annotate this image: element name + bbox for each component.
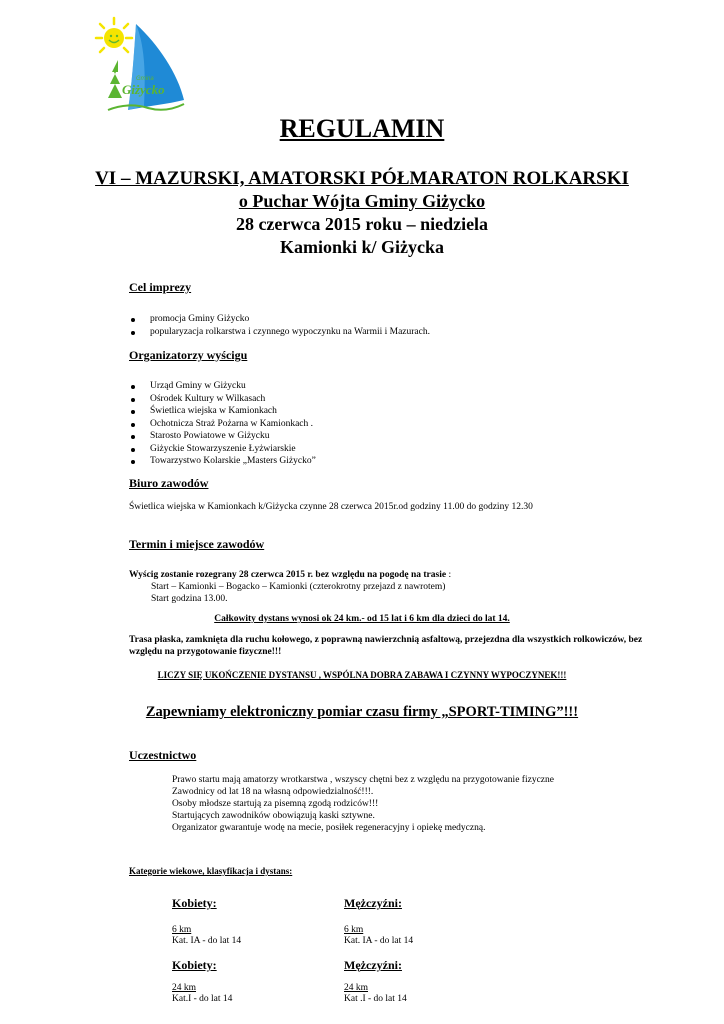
uczestnictwo-line: Prawo startu mają amatorzy wrotkarstwa , wszyscy chętni bez z względu na przygotowanie fizyczne <box>172 775 554 785</box>
termin-line1-tail: : <box>446 570 452 580</box>
timing-banner: Zapewniamy elektroniczny pomiar czasu firmy „SPORT-TIMING”!!! <box>145 704 579 720</box>
kobiety-category: Kat.I - do lat 14 <box>172 994 233 1004</box>
list-item: Urząd Gminy w Giżycku <box>129 380 316 393</box>
list-item: promocja Gminy Giżycko <box>129 313 430 326</box>
section-heading-uczestnictwo: Uczestnictwo <box>129 748 197 762</box>
event-location: Kamionki k/ Giżycka <box>279 237 445 257</box>
kobiety-category: Kat. IA - do lat 14 <box>172 936 242 946</box>
mezczyzni-heading: Mężczyźni: <box>344 896 402 910</box>
kobiety-heading: Kobiety: <box>172 896 217 910</box>
kobiety-heading: Kobiety: <box>172 958 217 972</box>
list-item: Towarzystwo Kolarskie „Masters Giżycko” <box>129 455 316 468</box>
list-item: Świetlica wiejska w Kamionkach <box>129 405 316 418</box>
uczestnictwo-line: Startujących zawodników obowiązują kaski sztywne. <box>172 811 375 821</box>
cel-list <box>129 313 430 338</box>
kobiety-distance: 24 km <box>172 983 197 993</box>
organizatorzy-list <box>129 380 316 468</box>
kategorie-heading: Kategorie wiekowe, klasyfikacja i dystans: <box>129 866 293 876</box>
list-item: Starosto Powiatowe w Giżycku <box>129 430 316 443</box>
logo-text-top: Gmina <box>136 76 154 82</box>
list-item: popularyzacja rolkarstwa i czynnego wypoczynku na Warmii i Mazurach. <box>129 326 430 339</box>
uczestnictwo-line: Osoby młodsze startują za pisemną zgodą rodziców!!! <box>172 799 379 809</box>
termin-line3: Start godzina 13.00. <box>151 594 228 604</box>
mezczyzni-heading: Mężczyźni: <box>344 958 402 972</box>
termin-line1-bold: Wyścig zostanie rozegrany 28 czerwca 2015 r. bez względu na pogodę na trasie <box>129 570 447 580</box>
section-heading-termin: Termin i miejsce zawodów <box>129 537 265 551</box>
termin-line2: Start – Kamionki – Bogacko – Kamionki (czterokrotny przejazd z nawrotem) <box>151 582 446 592</box>
event-cup: o Puchar Wójta Gminy Giżycko <box>238 191 486 211</box>
list-item: Ośrodek Kultury w Wilkasach <box>129 393 316 406</box>
section-heading-biuro: Biuro zawodów <box>129 476 209 490</box>
termin-line1 <box>129 569 451 582</box>
mezczyzni-distance: 24 km <box>344 983 369 993</box>
mezczyzni-distance: 6 km <box>344 925 364 935</box>
list-item: Giżyckie Stowarzyszenie Łyżwiarskie <box>129 443 316 456</box>
motto-text: LICZY SIĘ UKOŃCZENIE DYSTANSU , WSPÓLNA DOBRA ZABAWA I CZYNNY WYPOCZYNEK!!! <box>157 670 567 680</box>
biuro-text: Świetlica wiejska w Kamionkach k/Giżycka czynne 28 czerwca 2015r.od godziny 11.00 do godziny 12.30 <box>129 502 533 512</box>
distance-text: Całkowity dystans wynosi ok 24 km.- od 15 lat i 6 km dla dzieci do lat 14. <box>214 614 510 624</box>
logo-graphic <box>88 14 188 118</box>
route-line2: względu na przygotowanie fizyczne!!! <box>129 647 282 657</box>
event-date: 28 czerwca 2015 roku – niedziela <box>235 214 489 234</box>
section-heading-organizatorzy: Organizatorzy wyścigu <box>129 348 248 362</box>
section-heading-cel: Cel imprezy <box>129 280 192 294</box>
route-line1: Trasa płaska, zamknięta dla ruchu kołowego, z poprawną nawierzchnią asfaltową, przejezdna dla wszystkich rolkowiczów, bez <box>129 635 643 645</box>
event-name: VI – MAZURSKI, AMATORSKI PÓŁMARATON ROLKARSKI <box>95 168 629 189</box>
gmina-gizycko-logo <box>88 14 188 118</box>
uczestnictwo-line: Organizator gwarantuje wodę na mecie, posiłek regeneracyjny i opiekę medyczną. <box>172 823 486 833</box>
logo-text-bottom: Giżycko <box>122 82 165 97</box>
document-title: REGULAMIN <box>279 114 445 143</box>
mezczyzni-category: Kat .I - do lat 14 <box>344 994 407 1004</box>
list-item: Ochotnicza Straż Pożarna w Kamionkach . <box>129 418 316 431</box>
mezczyzni-category: Kat. IA - do lat 14 <box>344 936 414 946</box>
uczestnictwo-line: Zawodnicy od lat 18 na własną odpowiedzialność!!!. <box>172 787 374 797</box>
kobiety-distance: 6 km <box>172 925 192 935</box>
